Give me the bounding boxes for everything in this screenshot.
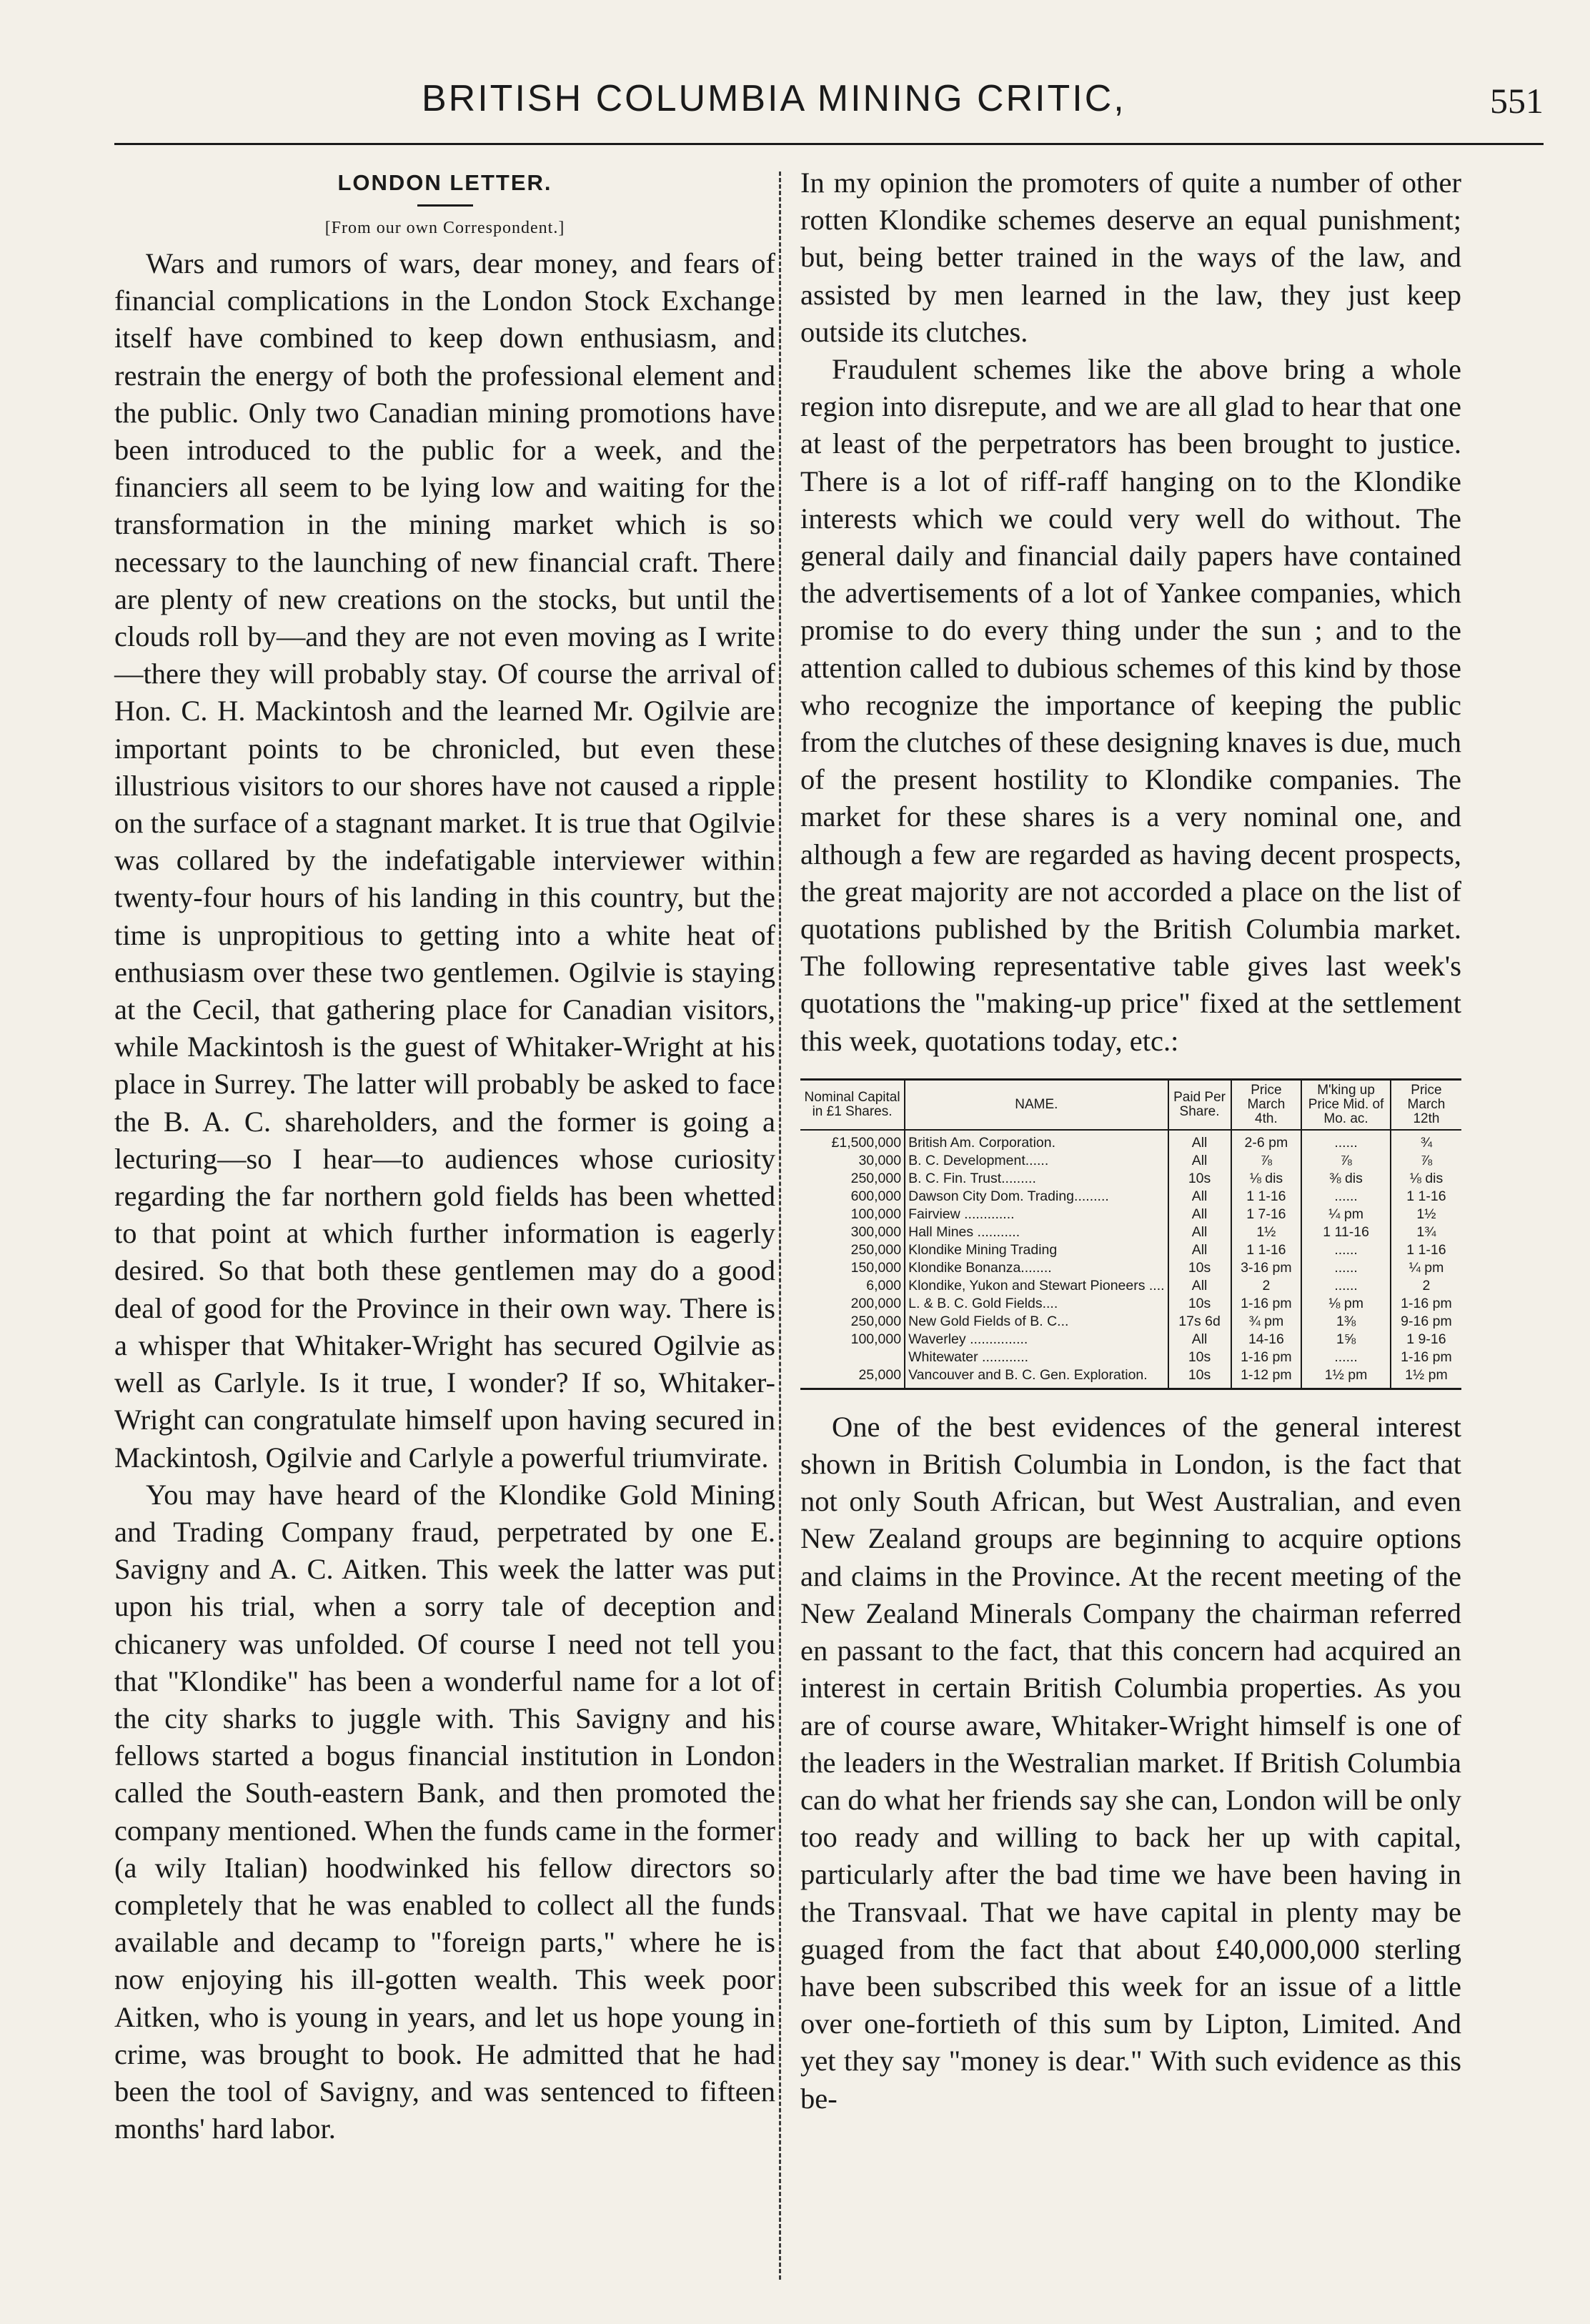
table-cell: 25,000 [858,1366,902,1383]
table-cell: 6,000 [866,1277,902,1293]
table-cell: 1¾ [1391,1223,1461,1241]
table-cell: 10s [1168,1366,1231,1389]
table-cell: 10s [1168,1349,1231,1366]
table-cell: British Am. Corporation. [905,1130,1168,1152]
table-cell: ⅛ dis [1391,1170,1461,1188]
table-cell: Klondike Bonanza........ [905,1259,1168,1277]
table-cell: 600,000 [850,1188,902,1204]
table-cell: ⅞ [1231,1152,1302,1170]
table-cell: All [1168,1277,1231,1295]
table-cell: ⅛ pm [1301,1295,1391,1313]
page-number: 551 [1490,81,1544,121]
table-cell: 17s 6d [1168,1313,1231,1331]
table-cell: ...... [1301,1259,1391,1277]
table-cell: 2 [1231,1277,1302,1295]
table-cell: B. C. Fin. Trust......... [905,1170,1168,1188]
table-row [800,1313,1461,1331]
left-column [114,164,775,2147]
heading-rule [417,204,473,207]
table-row [800,1130,1461,1152]
table-cell: £1,500,000 [831,1134,902,1151]
table-cell: 300,000 [850,1223,902,1240]
table-cell: 1⅜ [1301,1313,1391,1331]
running-head [114,77,1544,127]
paragraph: Fraudulent schemes like the above bring a whole region into disrepute, and we are all glad to hear that one at least of the perpetrators has been brought to justice. There is a lot of riff-raff hanging on to the Klondike interests which we could very well do without. The general daily and financial daily papers have contained the advertisements of a lot of Yankee companies, which promise to do every thing under the sun ; and to the attention called to dubious schemes of this kind by those who recognize the importance of keeping the public from the clutches of these designing knaves is due, much of the present hostility to Klondike companies. The market for these shares is a very nominal one, and although a few are regarded as having decent prospects, the great majority are not accorded a place on the list of quotations published by the British Columbia market. The following representative table gives last week's quotations the "making-up price" fixed at the settlement this week, quotations today, etc.: [800,353,1461,1057]
table-cell: ¼ pm [1301,1206,1391,1223]
column-rule [779,172,781,2280]
table-cell: 1½ [1231,1223,1302,1241]
table-cell: B. C. Development...... [905,1152,1168,1170]
table-cell: Vancouver and B. C. Gen. Exploration. [905,1366,1168,1389]
table-row [800,1223,1461,1241]
table-cell: 1 11-16 [1301,1223,1391,1241]
table-cell: ¼ pm [1391,1259,1461,1277]
column-header: Price March 12th [1391,1079,1461,1130]
table-row [800,1259,1461,1277]
table-row [800,1241,1461,1259]
table-row [800,1331,1461,1349]
table-cell: All [1168,1188,1231,1206]
table-cell: Hall Mines ........... [905,1223,1168,1241]
table-cell: All [1168,1331,1231,1349]
table-cell: ⅜ dis [1301,1170,1391,1188]
table-cell: 1-16 pm [1391,1295,1461,1313]
publication-title: BRITISH COLUMBIA MINING CRITIC, [422,78,1126,119]
table-cell: 1 1-16 [1231,1241,1302,1259]
paragraph: In my opinion the promoters of quite a number of other rotten Klondike schemes deserve an equal punishment; but, being better trained in the ways of the law, and assisted by men learned in the law, they just keep outside its clutches. [800,167,1461,348]
table-cell: 1 1-16 [1231,1188,1302,1206]
right-column [800,164,1461,2117]
table-cell: All [1168,1130,1231,1152]
article-heading: LONDON LETTER. [337,170,552,195]
table-row [800,1188,1461,1206]
table-cell: 30,000 [858,1152,902,1168]
table-row [800,1349,1461,1366]
paragraph: You may have heard of the Klondike Gold Mining and Trading Company fraud, perpetrated by one E. Savigny and A. C. Aitken. This week the latter was put upon his trial, when a sorry tale of deception and chicanery was unfolded. Of course I need not tell you that "Klondike" has been a wonderful name for a lot of the city sharks to juggle with. This Savigny and his fellows started a bogus financial institution in London called the South-eastern Bank, and then promoted the company mentioned. When the funds came in the former (a wily Italian) hoodwinked his fellow directors so completely that he was enabled to collect all the funds available and decamp to "foreign parts," where he is now enjoying his ill-gotten wealth. This week poor Aitken, who is young in years, and let us hope young in crime, was brought to book. He admitted that he had been the tool of Savigny, and was sentenced to fifteen months' hard labor. [114,1478,775,2145]
table-cell: 2 [1391,1277,1461,1295]
table-cell: 250,000 [850,1170,902,1186]
table-cell: 100,000 [850,1206,902,1222]
table-row [800,1152,1461,1170]
table-cell: 9-16 pm [1391,1313,1461,1331]
column-header: Nominal Capital in £1 Shares. [800,1079,905,1130]
table-cell: 3-16 pm [1231,1259,1302,1277]
table-cell: 1½ pm [1301,1366,1391,1389]
column-header: NAME. [905,1079,1168,1130]
table-row [800,1277,1461,1295]
table-cell: 1½ [1391,1206,1461,1223]
table-cell: All [1168,1223,1231,1241]
table-cell: ⅞ [1301,1152,1391,1170]
table-cell: ¾ pm [1231,1313,1302,1331]
table-row [800,1366,1461,1389]
table-cell: ...... [1301,1349,1391,1366]
table-cell: 250,000 [850,1313,902,1329]
table-cell: 250,000 [850,1241,902,1258]
table-cell: 10s [1168,1170,1231,1188]
column-header: M'king up Price Mid. of Mo. ac. [1301,1079,1391,1130]
table-cell: All [1168,1241,1231,1259]
column-header: Price March 4th. [1231,1079,1302,1130]
table-cell: All [1168,1206,1231,1223]
table-cell: 1-12 pm [1231,1366,1302,1389]
table-cell: 1-16 pm [1391,1349,1461,1366]
table-cell: 10s [1168,1259,1231,1277]
table-cell: 1 1-16 [1391,1188,1461,1206]
paragraph: Wars and rumors of wars, dear money, and fears of financial complications in the London Stock Exchange itself have combined to keep down enthusiasm, and restrain the energy of both the professional element and the public. Only two Canadian mining promotions have been introduced to the public for a week, and the financiers all seem to be lying low and waiting for the transformation in the mining market which is so necessary to the launching of new financial craft. There are plenty of new creations on the stocks, but until the clouds roll by—and they are not even moving as I write—there they will probably stay. Of course the arrival of Hon. C. H. Mackintosh and the learned Mr. Ogilvie are important points to be chronicled, but even these illustrious visitors to our shores have not caused a ripple on the surface of a stagnant market. It is true that Ogilvie was collared by the indefatigable interviewer within twenty-four hours of his landing in this country, but the time is unpropitious to getting into a white heat of enthusiasm over these two gentlemen. Ogilvie is staying at the Cecil, that gathering place for Canadian visitors, while Mackintosh is the guest of Whitaker-Wright at his place in Surrey. The latter will probably be asked to face the B. A. C. shareholders, and the former is going a lecturing—so I hear—to audiences whose curiosity regarding the far northern gold fields has been whetted to that point at which further information is eagerly desired. So that both these gentlemen may do a good deal of good for the Province in their own way. There is a whisper that Whitaker-Wright has secured Ogilvie as well as Carlyle. Is it true, I wonder? If so, Whitaker-Wright can congratulate himself upon having secured in Mackintosh, Ogilvie and Carlyle a powerful triumvirate. [114,247,775,1474]
table-cell: New Gold Fields of B. C... [905,1313,1168,1331]
table-cell: ...... [1301,1241,1391,1259]
table-cell: ...... [1301,1130,1391,1152]
table-cell: Fairview ............. [905,1206,1168,1223]
table-cell: Dawson City Dom. Trading......... [905,1188,1168,1206]
table-row [800,1170,1461,1188]
table-cell: ...... [1301,1188,1391,1206]
table-cell: 100,000 [850,1331,902,1347]
table-cell: 1 7-16 [1231,1206,1302,1223]
table-cell: 2-6 pm [1231,1130,1302,1152]
paragraph: One of the best evidences of the general interest shown in British Columbia in London, is the fact that not only South African, but West Australian, and even New Zealand groups are beginning to acquire options and claims in the Province. At the recent meeting of the New Zealand Minerals Company the chairman referred en passant to the fact, that this concern had acquired an interest in certain British Columbia properties. As you are of course aware, Whitaker-Wright himself is one of the leaders in the Westralian market. If British Columbia can do what her friends say she can, London will be only too ready and willing to back her up with capital, particularly after the bad time we have been having in the Transvaal. That we have capital in plenty may be guaged from the fact that about £40,000,000 sterling have been subscribed this week for an issue of a little over one-fortieth of this sum by Lipton, Limited. And yet they say "money is dear." With such evidence as this be- [800,1410,1461,2115]
table-cell: 14-16 [1231,1331,1302,1349]
table-cell: Waverley ............... [905,1331,1168,1349]
table-row [800,1206,1461,1223]
table-cell: Whitewater ............ [905,1349,1168,1366]
table-cell: 1-16 pm [1231,1295,1302,1313]
table-header-row [800,1079,1461,1130]
table-cell: 1 1-16 [1391,1241,1461,1259]
byline: [From our own Correspondent.] [324,219,565,237]
header-rule [114,143,1544,145]
table-cell: 1 9-16 [1391,1331,1461,1349]
table-cell: ⅞ [1391,1152,1461,1170]
table-cell: 1½ pm [1391,1366,1461,1389]
table-cell: 1⅝ [1301,1331,1391,1349]
table-cell [800,1349,905,1366]
table-cell: 1-16 pm [1231,1349,1302,1366]
table-cell: ...... [1301,1277,1391,1295]
table-cell: Klondike Mining Trading [905,1241,1168,1259]
table-row [800,1295,1461,1313]
table-cell: ¾ [1391,1130,1461,1152]
table-body [800,1130,1461,1389]
table-cell: Klondike, Yukon and Stewart Pioneers .... [905,1277,1168,1295]
column-header: Paid Per Share. [1168,1079,1231,1130]
quotations-table [800,1078,1461,1390]
table-cell: 150,000 [850,1259,902,1276]
table-cell: 10s [1168,1295,1231,1313]
table-cell: 200,000 [850,1295,902,1311]
table-cell: All [1168,1152,1231,1170]
table-cell: L. & B. C. Gold Fields.... [905,1295,1168,1313]
table-cell: ⅛ dis [1231,1170,1302,1188]
